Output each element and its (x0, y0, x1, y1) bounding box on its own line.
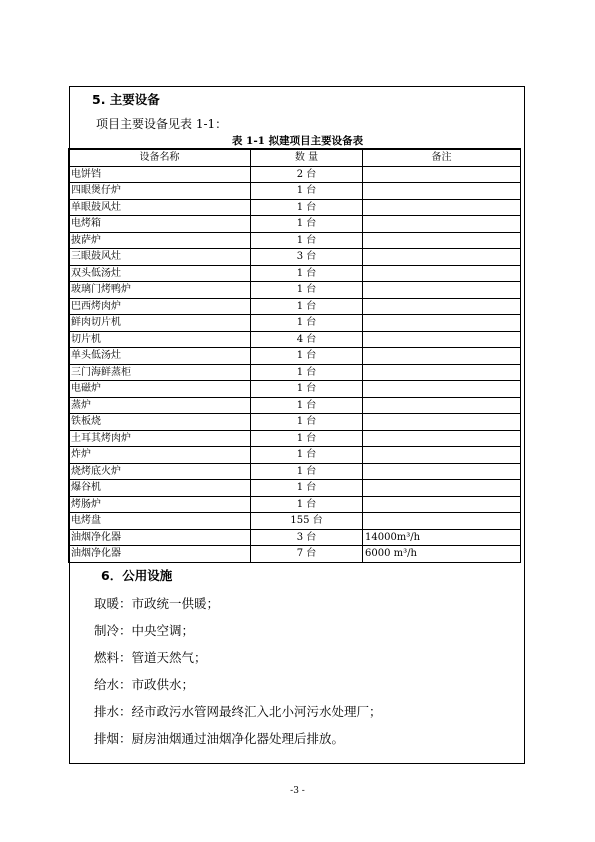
cell-equipment-name: 三眼鼓风灶 (69, 249, 251, 266)
table-row (69, 381, 521, 398)
table-row (69, 529, 521, 546)
cell-quantity: 1 台 (251, 397, 363, 414)
cell-quantity: 1 台 (251, 232, 363, 249)
cell-remarks (363, 447, 521, 464)
cell-quantity: 2 台 (251, 166, 363, 183)
table-row (69, 331, 521, 348)
cell-remarks (363, 364, 521, 381)
equipment-table (68, 148, 521, 563)
cell-remarks (363, 265, 521, 282)
cell-quantity: 1 台 (251, 315, 363, 332)
cell-remarks (363, 216, 521, 233)
cell-quantity: 1 台 (251, 364, 363, 381)
cell-equipment-name: 电磁炉 (69, 381, 251, 398)
cell-quantity: 1 台 (251, 447, 363, 464)
table-row (69, 513, 521, 530)
cell-quantity: 1 台 (251, 348, 363, 365)
table-row (69, 265, 521, 282)
cell-equipment-name: 油烟净化器 (69, 529, 251, 546)
cell-equipment-name: 电烤盘 (69, 513, 251, 530)
table-row (69, 480, 521, 497)
cell-quantity: 3 台 (251, 249, 363, 266)
cell-remarks (363, 381, 521, 398)
cell-equipment-name: 爆谷机 (69, 480, 251, 497)
utility-heating: 取暖：市政统一供暖； (94, 596, 220, 611)
cell-quantity: 1 台 (251, 414, 363, 431)
cell-remarks (363, 315, 521, 332)
section-5-title: 5. 主要设备 (92, 92, 160, 107)
cell-equipment-name: 切片机 (69, 331, 251, 348)
table-row (69, 166, 521, 183)
utility-drainage: 排水：经市政污水管网最终汇入北小河污水处理厂； (94, 704, 382, 719)
cell-equipment-name: 土耳其烤肉炉 (69, 430, 251, 447)
cell-quantity: 1 台 (251, 298, 363, 315)
table-header-row (69, 149, 521, 166)
table-row (69, 496, 521, 513)
table-row (69, 414, 521, 431)
cell-equipment-name: 玻璃门烤鸭炉 (69, 282, 251, 299)
cell-remarks (363, 414, 521, 431)
cell-equipment-name: 披萨炉 (69, 232, 251, 249)
cell-quantity: 1 台 (251, 463, 363, 480)
utility-cooling: 制冷：中央空调； (94, 623, 195, 638)
cell-equipment-name: 电饼铛 (69, 166, 251, 183)
cell-quantity: 7 台 (251, 546, 363, 563)
cell-remarks (363, 249, 521, 266)
cell-equipment-name: 炸炉 (69, 447, 251, 464)
cell-equipment-name: 四眼煲仔炉 (69, 183, 251, 200)
table-row (69, 216, 521, 233)
cell-quantity: 1 台 (251, 216, 363, 233)
cell-equipment-name: 单头低汤灶 (69, 348, 251, 365)
cell-equipment-name: 巴西烤肉炉 (69, 298, 251, 315)
cell-equipment-name: 铁板烧 (69, 414, 251, 431)
cell-remarks (363, 183, 521, 200)
header-remarks: 备注 (363, 149, 521, 166)
cell-quantity: 3 台 (251, 529, 363, 546)
cell-remarks (363, 199, 521, 216)
cell-quantity: 1 台 (251, 183, 363, 200)
cell-equipment-name: 油烟净化器 (69, 546, 251, 563)
cell-equipment-name: 三门海鲜蒸柜 (69, 364, 251, 381)
cell-equipment-name: 鲜肉切片机 (69, 315, 251, 332)
table-row (69, 315, 521, 332)
cell-remarks (363, 480, 521, 497)
utility-exhaust: 排烟：厨房油烟通过油烟净化器处理后排放。 (94, 731, 345, 746)
header-quantity: 数 量 (251, 149, 363, 166)
table-row (69, 397, 521, 414)
page-number: -3 - (290, 786, 305, 796)
cell-remarks (363, 348, 521, 365)
table-row (69, 232, 521, 249)
cell-quantity: 1 台 (251, 282, 363, 299)
cell-quantity: 1 台 (251, 480, 363, 497)
cell-remarks (363, 430, 521, 447)
table-row (69, 249, 521, 266)
cell-equipment-name: 双头低汤灶 (69, 265, 251, 282)
cell-remarks: 6000 m³/h (363, 546, 521, 563)
section-5-intro: 项目主要设备见表 1-1： (96, 117, 228, 131)
cell-remarks (363, 513, 521, 530)
cell-quantity: 1 台 (251, 381, 363, 398)
cell-remarks (363, 496, 521, 513)
cell-quantity: 155 台 (251, 513, 363, 530)
cell-equipment-name: 烧烤底火炉 (69, 463, 251, 480)
cell-remarks (363, 166, 521, 183)
table-row (69, 183, 521, 200)
cell-quantity: 1 台 (251, 430, 363, 447)
table-row (69, 364, 521, 381)
cell-remarks (363, 232, 521, 249)
table-row (69, 348, 521, 365)
section-6-title: 6．公用设施 (101, 568, 173, 583)
table-caption: 表 1-1 拟建项目主要设备表 (231, 135, 364, 147)
table-row (69, 298, 521, 315)
table-row (69, 463, 521, 480)
cell-remarks (363, 397, 521, 414)
cell-quantity: 1 台 (251, 265, 363, 282)
table-row (69, 199, 521, 216)
cell-equipment-name: 烤肠炉 (69, 496, 251, 513)
table-row (69, 447, 521, 464)
cell-quantity: 1 台 (251, 199, 363, 216)
cell-equipment-name: 蒸炉 (69, 397, 251, 414)
cell-equipment-name: 电烤箱 (69, 216, 251, 233)
utility-water-supply: 给水：市政供水； (94, 677, 195, 692)
cell-remarks (363, 298, 521, 315)
utility-fuel: 燃料：管道天然气； (94, 650, 207, 665)
table-row (69, 430, 521, 447)
table-row (69, 546, 521, 563)
header-equipment-name: 设备名称 (69, 149, 251, 166)
cell-remarks (363, 331, 521, 348)
table-row (69, 282, 521, 299)
cell-quantity: 1 台 (251, 496, 363, 513)
cell-equipment-name: 单眼鼓风灶 (69, 199, 251, 216)
cell-quantity: 4 台 (251, 331, 363, 348)
cell-remarks (363, 282, 521, 299)
cell-remarks: 14000m³/h (363, 529, 521, 546)
cell-remarks (363, 463, 521, 480)
